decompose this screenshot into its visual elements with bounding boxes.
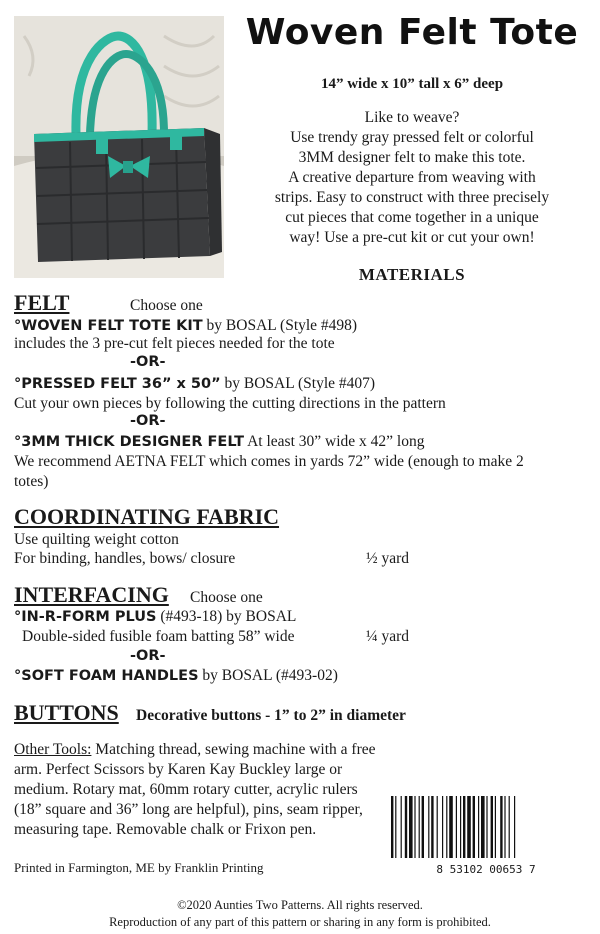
barcode-bar xyxy=(442,796,443,858)
barcode-bar xyxy=(460,796,461,858)
fabric-line2: For binding, handles, bows/ closure xyxy=(14,550,236,567)
barcode-bar xyxy=(449,796,453,858)
kit-desc: includes the 3 pre-cut felt pieces needed for the tote xyxy=(14,335,335,352)
kit-by: by BOSAL (Style #498) xyxy=(202,317,358,334)
or-separator: -OR- xyxy=(130,413,166,429)
item2-name: °SOFT FOAM HANDLES xyxy=(14,668,199,684)
barcode-bar xyxy=(481,796,485,858)
felt-designer xyxy=(14,432,424,452)
barcode-bar xyxy=(405,796,407,858)
barcode-bar xyxy=(391,796,393,858)
barcode-bar xyxy=(437,796,438,858)
fabric-qty: ½ yard xyxy=(366,550,410,567)
barcode-bar xyxy=(431,796,433,858)
item1-by: (#493-18) by BOSAL xyxy=(156,608,297,625)
dimensions: 14” wide x 10” tall x 6” deep xyxy=(320,76,504,92)
intro-line: cut pieces that come together in a unique xyxy=(285,209,539,226)
barcode-bar xyxy=(395,796,396,858)
barcode-bar xyxy=(478,796,479,858)
materials-heading: MATERIALS xyxy=(358,265,466,284)
intro-line: way! Use a pre-cut kit or cut your own! xyxy=(289,229,535,246)
barcode-bar xyxy=(486,796,487,858)
kit-name: °WOVEN FELT TOTE KIT xyxy=(14,318,203,334)
interfacing-heading: INTERFACING xyxy=(14,582,169,607)
designer-desc: We recommend AETNA FELT which comes in yards 72” wide (enough to make 2 totes) xyxy=(14,453,524,490)
barcode-number: 8 53102 00653 7 xyxy=(436,863,536,876)
intro-line: A creative departure from weaving with xyxy=(288,169,536,186)
item1-name: °IN-R-FORM PLUS xyxy=(14,609,157,625)
barcode-bar xyxy=(446,796,447,858)
barcode-bar xyxy=(509,796,510,858)
tote-illustration xyxy=(14,16,224,278)
barcode-bar xyxy=(401,796,402,858)
intro-text xyxy=(232,108,592,248)
pressed-name: °PRESSED FELT 36” x 50” xyxy=(14,376,221,392)
barcode-bar xyxy=(467,796,471,858)
felt-kit xyxy=(14,316,357,336)
buttons-desc: Decorative buttons - 1” to 2” in diameter xyxy=(136,707,406,724)
interfacing-item2 xyxy=(14,666,338,686)
pressed-desc: Cut your own pieces by following the cutting directions in the pattern xyxy=(14,395,446,412)
designer-detail: At least 30” wide x 42” long xyxy=(244,433,425,450)
pressed-by: by BOSAL (Style #407) xyxy=(220,375,376,392)
barcode-bar xyxy=(428,796,429,858)
other-tools-label: Other Tools: xyxy=(14,741,92,758)
item1-desc: Double-sided fusible foam batting 58” wide xyxy=(22,628,295,645)
barcode-bar xyxy=(495,796,496,858)
barcode-bar xyxy=(473,796,475,858)
intro-line: strips. Easy to construct with three precisely xyxy=(274,189,550,206)
barcode-bar xyxy=(500,796,502,858)
intro-line: Use trendy gray pressed felt or colorful xyxy=(290,129,534,146)
copyright: ©2020 Aunties Two Patterns. All rights reserved. xyxy=(177,898,423,912)
or-separator: -OR- xyxy=(130,648,166,664)
or-separator: -OR- xyxy=(130,354,166,370)
item2-by: by BOSAL (#493-02) xyxy=(198,667,338,684)
intro-line: 3MM designer felt to make this tote. xyxy=(298,149,526,166)
page-title: Woven Felt Tote xyxy=(245,12,579,53)
fabric-line1: Use quilting weight cotton xyxy=(14,531,179,548)
designer-name: °3MM THICK DESIGNER FELT xyxy=(14,434,245,450)
barcode-bar xyxy=(463,796,465,858)
barcode-bar xyxy=(422,796,424,858)
barcode-bar xyxy=(409,796,413,858)
interfacing-choose: Choose one xyxy=(190,589,263,606)
printed-by: Printed in Farmington, ME by Franklin Printing xyxy=(14,860,264,875)
barcode-bar xyxy=(514,796,515,858)
barcode xyxy=(387,796,585,876)
barcode-bar xyxy=(504,796,505,858)
felt-pressed xyxy=(14,374,375,394)
item1-qty: ¼ yard xyxy=(366,628,410,645)
barcode-bar xyxy=(419,796,420,858)
intro-line: Like to weave? xyxy=(364,109,460,126)
product-photo xyxy=(14,16,224,278)
barcode-bar xyxy=(456,796,457,858)
interfacing-item1 xyxy=(14,607,296,627)
barcode-bars xyxy=(387,796,585,858)
other-tools xyxy=(14,740,384,840)
barcode-bar xyxy=(414,796,415,858)
felt-heading: FELT xyxy=(14,290,70,315)
other-tools-text: Matching thread, sewing machine with a free arm. Perfect Scissors by Karen Kay Buckley large or medium. Rotary mat, 60mm rotary cutter, acrylic rulers (18” square and 36” long are helpful), pins, seam ripper, measuring tape. Removable chalk or Frixon pen. xyxy=(14,741,376,838)
fabric-heading: COORDINATING FABRIC xyxy=(14,504,280,529)
reproduction-notice: Reproduction of any part of this pattern or sharing in any form is prohibited. xyxy=(109,915,491,929)
buttons-heading: BUTTONS xyxy=(14,700,119,725)
barcode-bar xyxy=(491,796,493,858)
felt-choose: Choose one xyxy=(130,297,203,314)
